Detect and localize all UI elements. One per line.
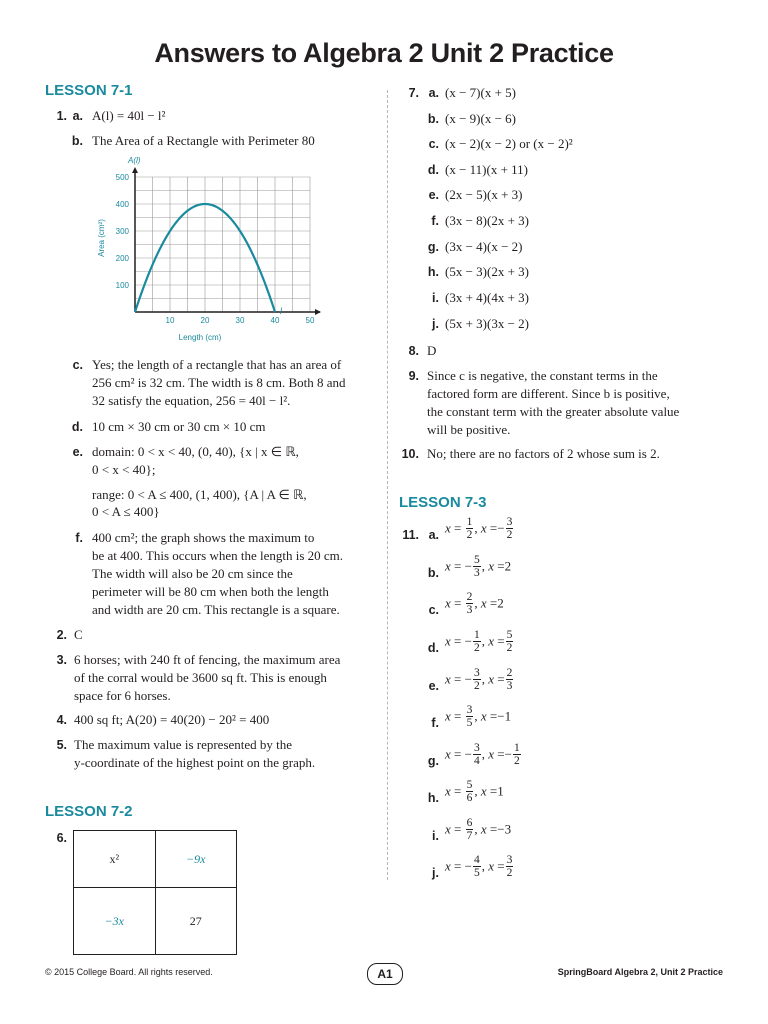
equals-sign: =	[450, 520, 465, 536]
sign-2: −	[504, 746, 512, 762]
y-axis-arrow	[132, 167, 138, 173]
q1f-line3: The width will also be 20 cm since the	[92, 566, 293, 581]
q3-line1: 6 horses; with 240 ft of fencing, the maximum area	[74, 652, 341, 667]
var-x: x	[488, 633, 494, 649]
fraction	[466, 591, 474, 616]
q11-item-label: e.	[428, 679, 439, 693]
var-x: x	[480, 708, 487, 724]
q5-number: 5.	[56, 738, 67, 752]
q1c-line1: Yes; the length of a rectangle that has an area of	[92, 357, 342, 372]
x-tick-label: 10	[165, 316, 175, 325]
comma: ,	[474, 708, 481, 724]
fraction	[506, 854, 514, 879]
cell-27: 27	[155, 888, 237, 955]
numerator: 5	[473, 554, 480, 566]
y-tick-label: 400	[115, 200, 129, 209]
int-value: 2	[504, 558, 512, 574]
q11-item-label: h.	[427, 791, 439, 805]
sign-1: −	[464, 858, 472, 874]
var-x: x	[445, 595, 451, 611]
q11-item-label: f.	[431, 716, 439, 730]
cell-x-squared: x²	[74, 831, 156, 888]
comma: ,	[474, 520, 481, 536]
q3-number: 3.	[56, 653, 67, 667]
comma: ,	[481, 671, 489, 687]
q1d-label: d.	[71, 420, 83, 434]
equals-sign: =	[450, 633, 465, 649]
q11-item-answer	[445, 554, 511, 579]
q11-item-answer	[445, 704, 511, 729]
q2-answer: C	[74, 627, 83, 642]
fraction	[466, 704, 474, 729]
equals-sign: =	[494, 671, 505, 687]
page-number: A1	[367, 963, 403, 985]
q1f-line1: 400 cm²; the graph shows the maximum to	[92, 530, 315, 545]
q9-line3: the constant term with the greater absolute value	[427, 404, 680, 419]
y-tick-label: 100	[115, 281, 129, 290]
equals-sign: =	[450, 858, 465, 874]
q10-number: 10.	[401, 447, 419, 461]
var-x: x	[445, 708, 451, 724]
sign-2: −	[497, 520, 505, 536]
lesson-7-3-heading: LESSON 7-3	[399, 494, 487, 511]
denominator: 3	[466, 604, 473, 616]
lesson-7-1-heading: LESSON 7-1	[45, 82, 133, 99]
area-chart	[90, 150, 315, 350]
footer-title: SpringBoard Algebra 2, Unit 2 Practice	[557, 967, 723, 977]
fraction	[473, 742, 481, 767]
fraction	[506, 629, 514, 654]
q11-item-answer	[445, 591, 504, 616]
var-x: x	[445, 821, 451, 837]
var-x: x	[480, 520, 487, 536]
numerator: 5	[506, 629, 513, 641]
q7-item-answer: (3x − 4)(x − 2)	[445, 239, 523, 254]
q11-item-answer	[445, 779, 504, 804]
y-axis-label: Area (cm²)	[97, 219, 106, 257]
q1f-line4: perimeter will be 80 cm when both the length	[92, 584, 329, 599]
q1f-line2: be at 400. This occurs when the length is 20 cm.	[92, 548, 344, 563]
int-value: 1	[497, 783, 504, 799]
denominator: 5	[473, 867, 480, 879]
x-tick-label: 20	[200, 316, 210, 325]
q11-item-answer	[445, 516, 514, 541]
x-tick-label: 40	[270, 316, 280, 325]
numerator: 3	[506, 854, 513, 866]
x-tick-label: 50	[305, 316, 315, 325]
q9-line2: factored form are different. Since b is positive,	[427, 386, 670, 401]
denominator: 2	[473, 680, 480, 692]
denominator: 2	[506, 867, 513, 879]
numerator: 2	[506, 667, 513, 679]
q7-item-answer: (3x − 8)(2x + 3)	[445, 213, 529, 228]
equals-sign: =	[450, 821, 465, 837]
comma: ,	[474, 821, 481, 837]
area-model-table	[73, 830, 237, 955]
denominator: 3	[506, 680, 513, 692]
fraction	[473, 629, 481, 654]
q6-number: 6.	[56, 831, 67, 845]
q1f-line5: and width are 20 cm. This rectangle is a square.	[92, 602, 340, 617]
denominator: 2	[506, 642, 513, 654]
q7-item-label: c.	[428, 137, 439, 151]
q9-line1: Since c is negative, the constant terms in the	[427, 368, 658, 383]
denominator: 2	[473, 642, 480, 654]
q1c-label: c.	[72, 358, 83, 372]
q11-item-label: a.	[428, 528, 439, 542]
q1d-answer: 10 cm × 30 cm or 30 cm × 10 cm	[92, 419, 266, 434]
q9-line4: will be positive.	[427, 422, 511, 437]
q10-answer: No; there are no factors of 2 whose sum is 2.	[427, 446, 660, 461]
comma: ,	[474, 783, 481, 799]
q7-item-label: f.	[431, 214, 439, 228]
sign-1: −	[464, 746, 472, 762]
q8-answer: D	[427, 343, 437, 358]
var-x: x	[445, 783, 451, 799]
var-x: x	[488, 671, 494, 687]
comma: ,	[474, 595, 481, 611]
x-tick-label: 30	[235, 316, 245, 325]
chart-ticks	[116, 173, 315, 325]
denominator: 5	[466, 717, 473, 729]
q11-item-label: g.	[427, 754, 439, 768]
var-x: x	[488, 746, 494, 762]
var-x: x	[480, 595, 487, 611]
q7-item-answer: (x − 7)(x + 5)	[445, 85, 516, 100]
q7-number: 7.	[408, 86, 419, 100]
numerator: 2	[466, 591, 473, 603]
denominator: 7	[466, 830, 473, 842]
numerator: 1	[513, 742, 520, 754]
fraction	[473, 554, 481, 579]
comma: ,	[481, 633, 489, 649]
q11-item-answer	[445, 854, 514, 879]
copyright: © 2015 College Board. All rights reserved.	[45, 967, 213, 977]
cell-neg-3x: −3x	[74, 888, 156, 955]
q1c-line3: 32 satisfy the equation, 256 = 40l − l².	[92, 393, 291, 408]
numerator: 3	[473, 667, 480, 679]
q9-number: 9.	[408, 369, 419, 383]
q11-item-label: i.	[432, 829, 439, 843]
q4-answer: 400 sq ft; A(20) = 40(20) − 20² = 400	[74, 712, 270, 727]
fraction	[506, 667, 514, 692]
var-x: x	[488, 558, 494, 574]
x-axis-arrow	[315, 309, 321, 315]
q7-item-answer: (5x + 3)(3x − 2)	[445, 316, 529, 331]
y-axis-name: A(l)	[128, 156, 141, 165]
fraction	[473, 854, 481, 879]
q7-item-label: b.	[427, 112, 439, 126]
q1e-label: e.	[72, 445, 83, 459]
var-x: x	[445, 633, 451, 649]
cell-neg-9x: −9x	[155, 831, 237, 888]
q7-item-answer: (x − 9)(x − 6)	[445, 111, 516, 126]
q1c-line2: 256 cm² is 32 cm. The width is 8 cm. Both 8 and	[92, 375, 346, 390]
y-tick-label: 500	[115, 173, 129, 182]
q2-number: 2.	[56, 628, 67, 642]
numerator: 6	[466, 817, 473, 829]
fraction	[506, 516, 514, 541]
q7-item-label: a.	[428, 86, 439, 100]
equals-sign: =	[486, 783, 498, 799]
q1-number: 1.	[56, 109, 67, 123]
denominator: 2	[506, 529, 513, 541]
q1f-label: f.	[75, 531, 83, 545]
fraction	[466, 779, 474, 804]
comma: ,	[481, 746, 489, 762]
q1e-line1: domain: 0 < x < 40, (0, 40), {x | x ∈ ℝ,	[92, 444, 299, 459]
int-value: −1	[497, 708, 512, 724]
var-x: x	[445, 520, 451, 536]
denominator: 2	[513, 755, 520, 767]
column-divider	[387, 90, 388, 880]
fraction	[466, 516, 474, 541]
q1e-line2: 0 < x < 40};	[92, 462, 156, 477]
comma: ,	[481, 858, 489, 874]
q1a-answer: A(l) = 40l − l²	[92, 108, 166, 123]
q11-item-label: b.	[427, 566, 439, 580]
q7-item-label: g.	[427, 240, 439, 254]
fraction	[513, 742, 521, 767]
equals-sign: =	[494, 633, 505, 649]
q1a-label: a.	[72, 109, 83, 123]
var-x: x	[445, 746, 451, 762]
equals-sign: =	[494, 858, 505, 874]
q11-number: 11.	[402, 528, 419, 542]
y-tick-label: 200	[115, 254, 129, 263]
equals-sign: =	[486, 708, 498, 724]
denominator: 3	[473, 567, 480, 579]
equals-sign: =	[486, 595, 498, 611]
int-value: −3	[497, 821, 512, 837]
lesson-7-2-heading: LESSON 7-2	[45, 803, 133, 820]
q7-item-label: j.	[432, 317, 439, 331]
numerator: 4	[473, 854, 480, 866]
q7-item-answer: (x − 11)(x + 11)	[445, 162, 529, 177]
q7-item-answer: (2x − 5)(x + 3)	[445, 187, 523, 202]
q11-item-answer	[445, 667, 514, 692]
equals-sign: =	[494, 746, 505, 762]
denominator: 6	[466, 792, 473, 804]
q7-item-answer: (x − 2)(x − 2) or (x − 2)²	[445, 136, 573, 151]
x-axis-name: l	[280, 306, 282, 316]
numerator: 1	[473, 629, 480, 641]
q8-number: 8.	[408, 344, 419, 358]
x-axis-label: Length (cm)	[178, 333, 222, 342]
q11-item-label: d.	[427, 641, 439, 655]
y-tick-label: 300	[115, 227, 129, 236]
equals-sign: =	[450, 708, 465, 724]
sign-1: −	[464, 558, 472, 574]
equals-sign: =	[494, 558, 505, 574]
q3-line2: of the corral would be 3600 sq ft. This is enough	[74, 670, 327, 685]
denominator: 4	[473, 755, 480, 767]
q4-number: 4.	[56, 713, 67, 727]
q1e-line4: 0 < A ≤ 400}	[92, 504, 160, 519]
q5-line2: y-coordinate of the highest point on the graph.	[74, 755, 316, 770]
numerator: 3	[473, 742, 480, 754]
q11-item-answer	[445, 817, 511, 842]
q5-line1: The maximum value is represented by the	[74, 737, 293, 752]
equals-sign: =	[450, 746, 465, 762]
q1e-line3: range: 0 < A ≤ 400, (1, 400), {A | A ∈ ℝ,	[92, 487, 307, 502]
q7-item-label: i.	[432, 291, 439, 305]
var-x: x	[480, 821, 487, 837]
q3-line3: space for 6 horses.	[74, 688, 171, 703]
equals-sign: =	[486, 821, 498, 837]
int-value: 2	[497, 595, 504, 611]
equals-sign: =	[486, 520, 498, 536]
q7-item-answer: (5x − 3)(2x + 3)	[445, 264, 529, 279]
numerator: 5	[466, 779, 473, 791]
q1b-answer: The Area of a Rectangle with Perimeter 80	[92, 133, 315, 148]
q11-item-answer	[445, 742, 522, 767]
q11-item-answer	[445, 629, 514, 654]
numerator: 3	[506, 516, 513, 528]
q7-item-label: h.	[427, 265, 439, 279]
page-title: Answers to Algebra 2 Unit 2 Practice	[154, 38, 614, 68]
equals-sign: =	[450, 671, 465, 687]
q11-item-label: c.	[428, 603, 439, 617]
var-x: x	[480, 783, 487, 799]
sign-1: −	[464, 671, 472, 687]
equals-sign: =	[450, 595, 465, 611]
comma: ,	[481, 558, 489, 574]
fraction	[466, 817, 474, 842]
sign-1: −	[464, 633, 472, 649]
q7-item-answer: (3x + 4)(4x + 3)	[445, 290, 529, 305]
fraction	[473, 667, 481, 692]
var-x: x	[445, 858, 451, 874]
numerator: 3	[466, 704, 473, 716]
q1b-label: b.	[71, 134, 83, 148]
var-x: x	[445, 671, 451, 687]
numerator: 1	[466, 516, 473, 528]
q7-item-label: e.	[428, 188, 439, 202]
q11-item-label: j.	[432, 866, 439, 880]
var-x: x	[488, 858, 494, 874]
denominator: 2	[466, 529, 473, 541]
equals-sign: =	[450, 558, 465, 574]
var-x: x	[445, 558, 451, 574]
equals-sign: =	[450, 783, 465, 799]
q7-item-label: d.	[427, 163, 439, 177]
